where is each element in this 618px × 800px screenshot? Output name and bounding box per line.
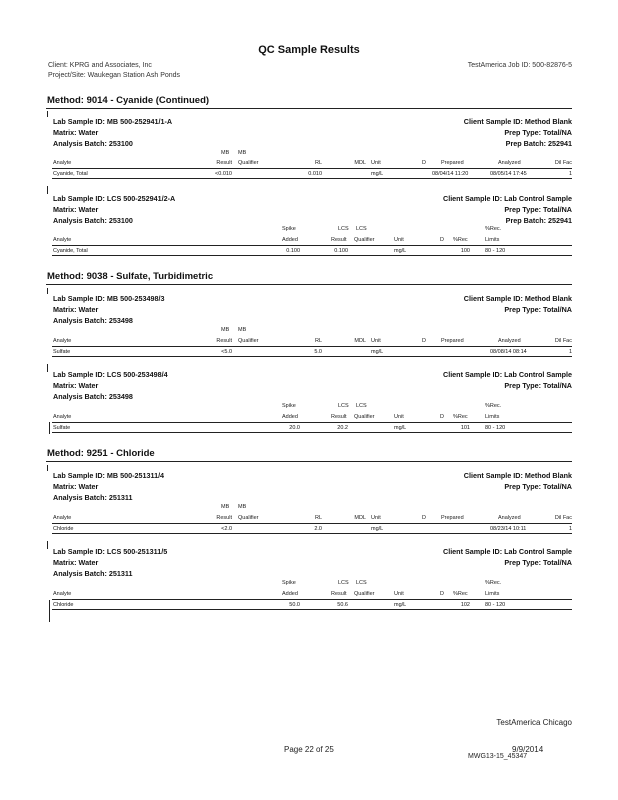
margin-tick [47,288,48,294]
col-d: D [440,414,444,420]
method-title: Method: 9038 - Sulfate, Turbidimetric [47,271,214,282]
prep-type: Prep Type: Total/NA [504,381,572,390]
col-result: Result [216,338,232,344]
row-analyte: Sulfate [53,425,71,431]
col-qualifier: Qualifier [354,414,375,420]
row-result: 20.2 [337,425,348,431]
col-unit: Unit [394,414,404,420]
header-rule [52,346,572,347]
analysis-batch: Analysis Batch: 253498 [53,316,133,325]
method-title: Method: 9014 - Cyanide (Continued) [47,95,210,106]
col-analyte: Analyte [53,237,72,243]
col-mdl: MDL [354,160,366,166]
row-dil-fac: 1 [568,349,572,355]
row-analyte: Cyanide, Total [53,171,88,177]
method-rule [46,284,572,285]
lab-sample-id: Lab Sample ID: LCS 500-251311/5 [53,547,168,556]
row-unit: mg/L [394,425,407,431]
col-mdl: MDL [354,515,366,521]
header-rule [52,168,572,169]
col-lcs-1: LCS [338,403,349,409]
col-limits: Limits [485,414,500,420]
col-mb-1: MB [221,327,230,333]
col-lcs-1: LCS [338,226,349,232]
lab-sample-id: Lab Sample ID: LCS 500-253498/4 [53,370,168,379]
margin-tick [47,465,48,471]
col-qualifier: Qualifier [354,591,375,597]
lab-name: TestAmerica Chicago [496,718,572,727]
col-analyzed: Analyzed [498,160,521,166]
matrix: Matrix: Water [53,482,99,491]
col-dil-fac: Dil Fac [554,160,572,166]
prep-type: Prep Type: Total/NA [504,305,572,314]
col-d: D [422,160,426,166]
prep-type: Prep Type: Total/NA [504,482,572,491]
col-lcs-2: LCS [356,580,367,586]
col-rl: RL [314,515,322,521]
row-result: <2.0 [221,526,232,532]
col-dil-fac: Dil Fac [554,338,572,344]
col-unit: Unit [371,338,381,344]
col-qualifier: Qualifier [238,160,259,166]
row-rule [52,432,572,433]
lab-sample-id: Lab Sample ID: LCS 500-252941/2-A [53,194,176,203]
prep-batch: Prep Batch: 252941 [505,139,572,148]
col-analyzed: Analyzed [498,338,521,344]
row-rec: 100 [460,248,470,254]
col-d: D [440,591,444,597]
col-d: D [422,515,426,521]
col-rec: %Rec [453,414,468,420]
row-analyte: Sulfate [53,349,71,355]
col-rec-top: %Rec. [485,403,502,409]
margin-tick [47,111,48,117]
col-unit: Unit [394,591,404,597]
row-rl: 0.010 [308,171,322,177]
col-lcs-2: LCS [356,403,367,409]
row-limits: 80 - 120 [485,602,506,608]
col-rec: %Rec [453,591,468,597]
row-analyte: Chloride [53,602,74,608]
col-rl: RL [314,338,322,344]
row-analyzed: 08/05/14 17:45 [490,171,527,177]
row-analyzed: 08/08/14 08:14 [490,349,527,355]
col-spike: Spike [282,403,296,409]
col-unit: Unit [371,160,381,166]
row-rule [52,609,572,610]
row-rl: 2.0 [314,526,322,532]
col-mb-1: MB [221,504,230,510]
analysis-batch: Analysis Batch: 251311 [53,493,133,502]
client-sample-id: Client Sample ID: Method Blank [463,117,572,126]
col-dil-fac: Dil Fac [554,515,572,521]
col-unit: Unit [394,237,404,243]
row-unit: mg/L [371,526,384,532]
analysis-batch: Analysis Batch: 253498 [53,392,133,401]
row-unit: mg/L [371,349,384,355]
margin-tick [49,422,50,434]
row-result: <0.010 [215,171,232,177]
col-d: D [422,338,426,344]
matrix: Matrix: Water [53,305,99,314]
page-title: QC Sample Results [258,44,360,56]
col-analyte: Analyte [53,338,72,344]
col-analyte: Analyte [53,160,72,166]
col-limits: Limits [485,237,500,243]
col-added: Added [282,591,298,597]
row-spike: 50.0 [289,602,300,608]
col-rec-top: %Rec. [485,226,502,232]
lab-sample-id: Lab Sample ID: MB 500-253498/3 [53,294,165,303]
row-rule [52,255,572,256]
report-date: 9/9/2014 [512,745,544,754]
row-unit: mg/L [394,602,407,608]
row-result: 0.100 [334,248,348,254]
client-sample-id: Client Sample ID: Lab Control Sample [443,547,572,556]
client-sample-id: Client Sample ID: Method Blank [463,471,572,480]
margin-tick [47,186,48,194]
client-sample-id: Client Sample ID: Lab Control Sample [443,370,572,379]
col-prepared: Prepared [441,515,464,521]
row-prepared: 08/04/14 11:20 [432,171,469,177]
row-rule [52,356,572,357]
col-analyzed: Analyzed [498,515,521,521]
matrix: Matrix: Water [53,558,99,567]
matrix: Matrix: Water [53,128,99,137]
col-qualifier: Qualifier [238,338,259,344]
col-mb-2: MB [238,504,247,510]
col-lcs-2: LCS [356,226,367,232]
header-rule [52,523,572,524]
row-rule [52,533,572,534]
row-rule [52,178,572,179]
col-result: Result [331,591,347,597]
col-unit: Unit [371,515,381,521]
col-result: Result [216,515,232,521]
header-rule [52,245,572,246]
row-rl: 5.0 [314,349,322,355]
col-analyte: Analyte [53,591,72,597]
row-result: <5.0 [221,349,232,355]
row-rec: 101 [460,425,470,431]
header-rule [52,599,572,600]
row-dil-fac: 1 [568,526,572,532]
col-prepared: Prepared [441,160,464,166]
col-qualifier: Qualifier [238,515,259,521]
col-rec-top: %Rec. [485,580,502,586]
matrix: Matrix: Water [53,205,99,214]
row-unit: mg/L [394,248,407,254]
col-mb-1: MB [221,150,230,156]
job-id: TestAmerica Job ID: 500-82876-5 [467,62,572,69]
prep-batch: Prep Batch: 252941 [505,216,572,225]
row-result: 50.6 [337,602,348,608]
lab-sample-id: Lab Sample ID: MB 500-252941/1-A [53,117,173,126]
method-rule [46,461,572,462]
lab-sample-id: Lab Sample ID: MB 500-251311/4 [53,471,165,480]
col-result: Result [216,160,232,166]
analysis-batch: Analysis Batch: 251311 [53,569,133,578]
row-analyte: Cyanide, Total [53,248,88,254]
prep-type: Prep Type: Total/NA [504,558,572,567]
col-analyte: Analyte [53,414,72,420]
col-d: D [440,237,444,243]
col-lcs-1: LCS [338,580,349,586]
client-sample-id: Client Sample ID: Method Blank [463,294,572,303]
analysis-batch: Analysis Batch: 253100 [53,216,133,225]
col-spike: Spike [282,580,296,586]
analysis-batch: Analysis Batch: 253100 [53,139,133,148]
client-line: Client: KPRG and Associates, Inc [48,62,152,69]
col-mb-2: MB [238,327,247,333]
margin-tick [49,600,50,622]
col-limits: Limits [485,591,500,597]
row-dil-fac: 1 [568,171,572,177]
document-id: MWG13-15_45347 [468,753,528,760]
col-result: Result [331,237,347,243]
col-result: Result [331,414,347,420]
row-limits: 80 - 120 [485,248,506,254]
client-sample-id: Client Sample ID: Lab Control Sample [443,194,572,203]
row-unit: mg/L [371,171,384,177]
row-limits: 80 - 120 [485,425,506,431]
row-analyzed: 08/23/14 10:11 [490,526,527,532]
col-rec: %Rec [453,237,468,243]
col-prepared: Prepared [441,338,464,344]
col-mb-2: MB [238,150,247,156]
col-spike: Spike [282,226,296,232]
page-number: Page 22 of 25 [284,745,334,754]
col-added: Added [282,237,298,243]
prep-type: Prep Type: Total/NA [504,205,572,214]
row-rec: 102 [460,602,470,608]
col-rl: RL [314,160,322,166]
margin-tick [47,541,48,549]
col-added: Added [282,414,298,420]
col-mdl: MDL [354,338,366,344]
header-rule [52,422,572,423]
prep-type: Prep Type: Total/NA [504,128,572,137]
method-rule [46,108,572,109]
matrix: Matrix: Water [53,381,99,390]
margin-tick [47,364,48,372]
col-qualifier: Qualifier [354,237,375,243]
row-analyte: Chloride [53,526,74,532]
row-spike: 20.0 [289,425,300,431]
row-spike: 0.100 [286,248,300,254]
method-title: Method: 9251 - Chloride [47,448,155,459]
col-analyte: Analyte [53,515,72,521]
project-line: Project/Site: Waukegan Station Ash Ponds [48,72,181,79]
